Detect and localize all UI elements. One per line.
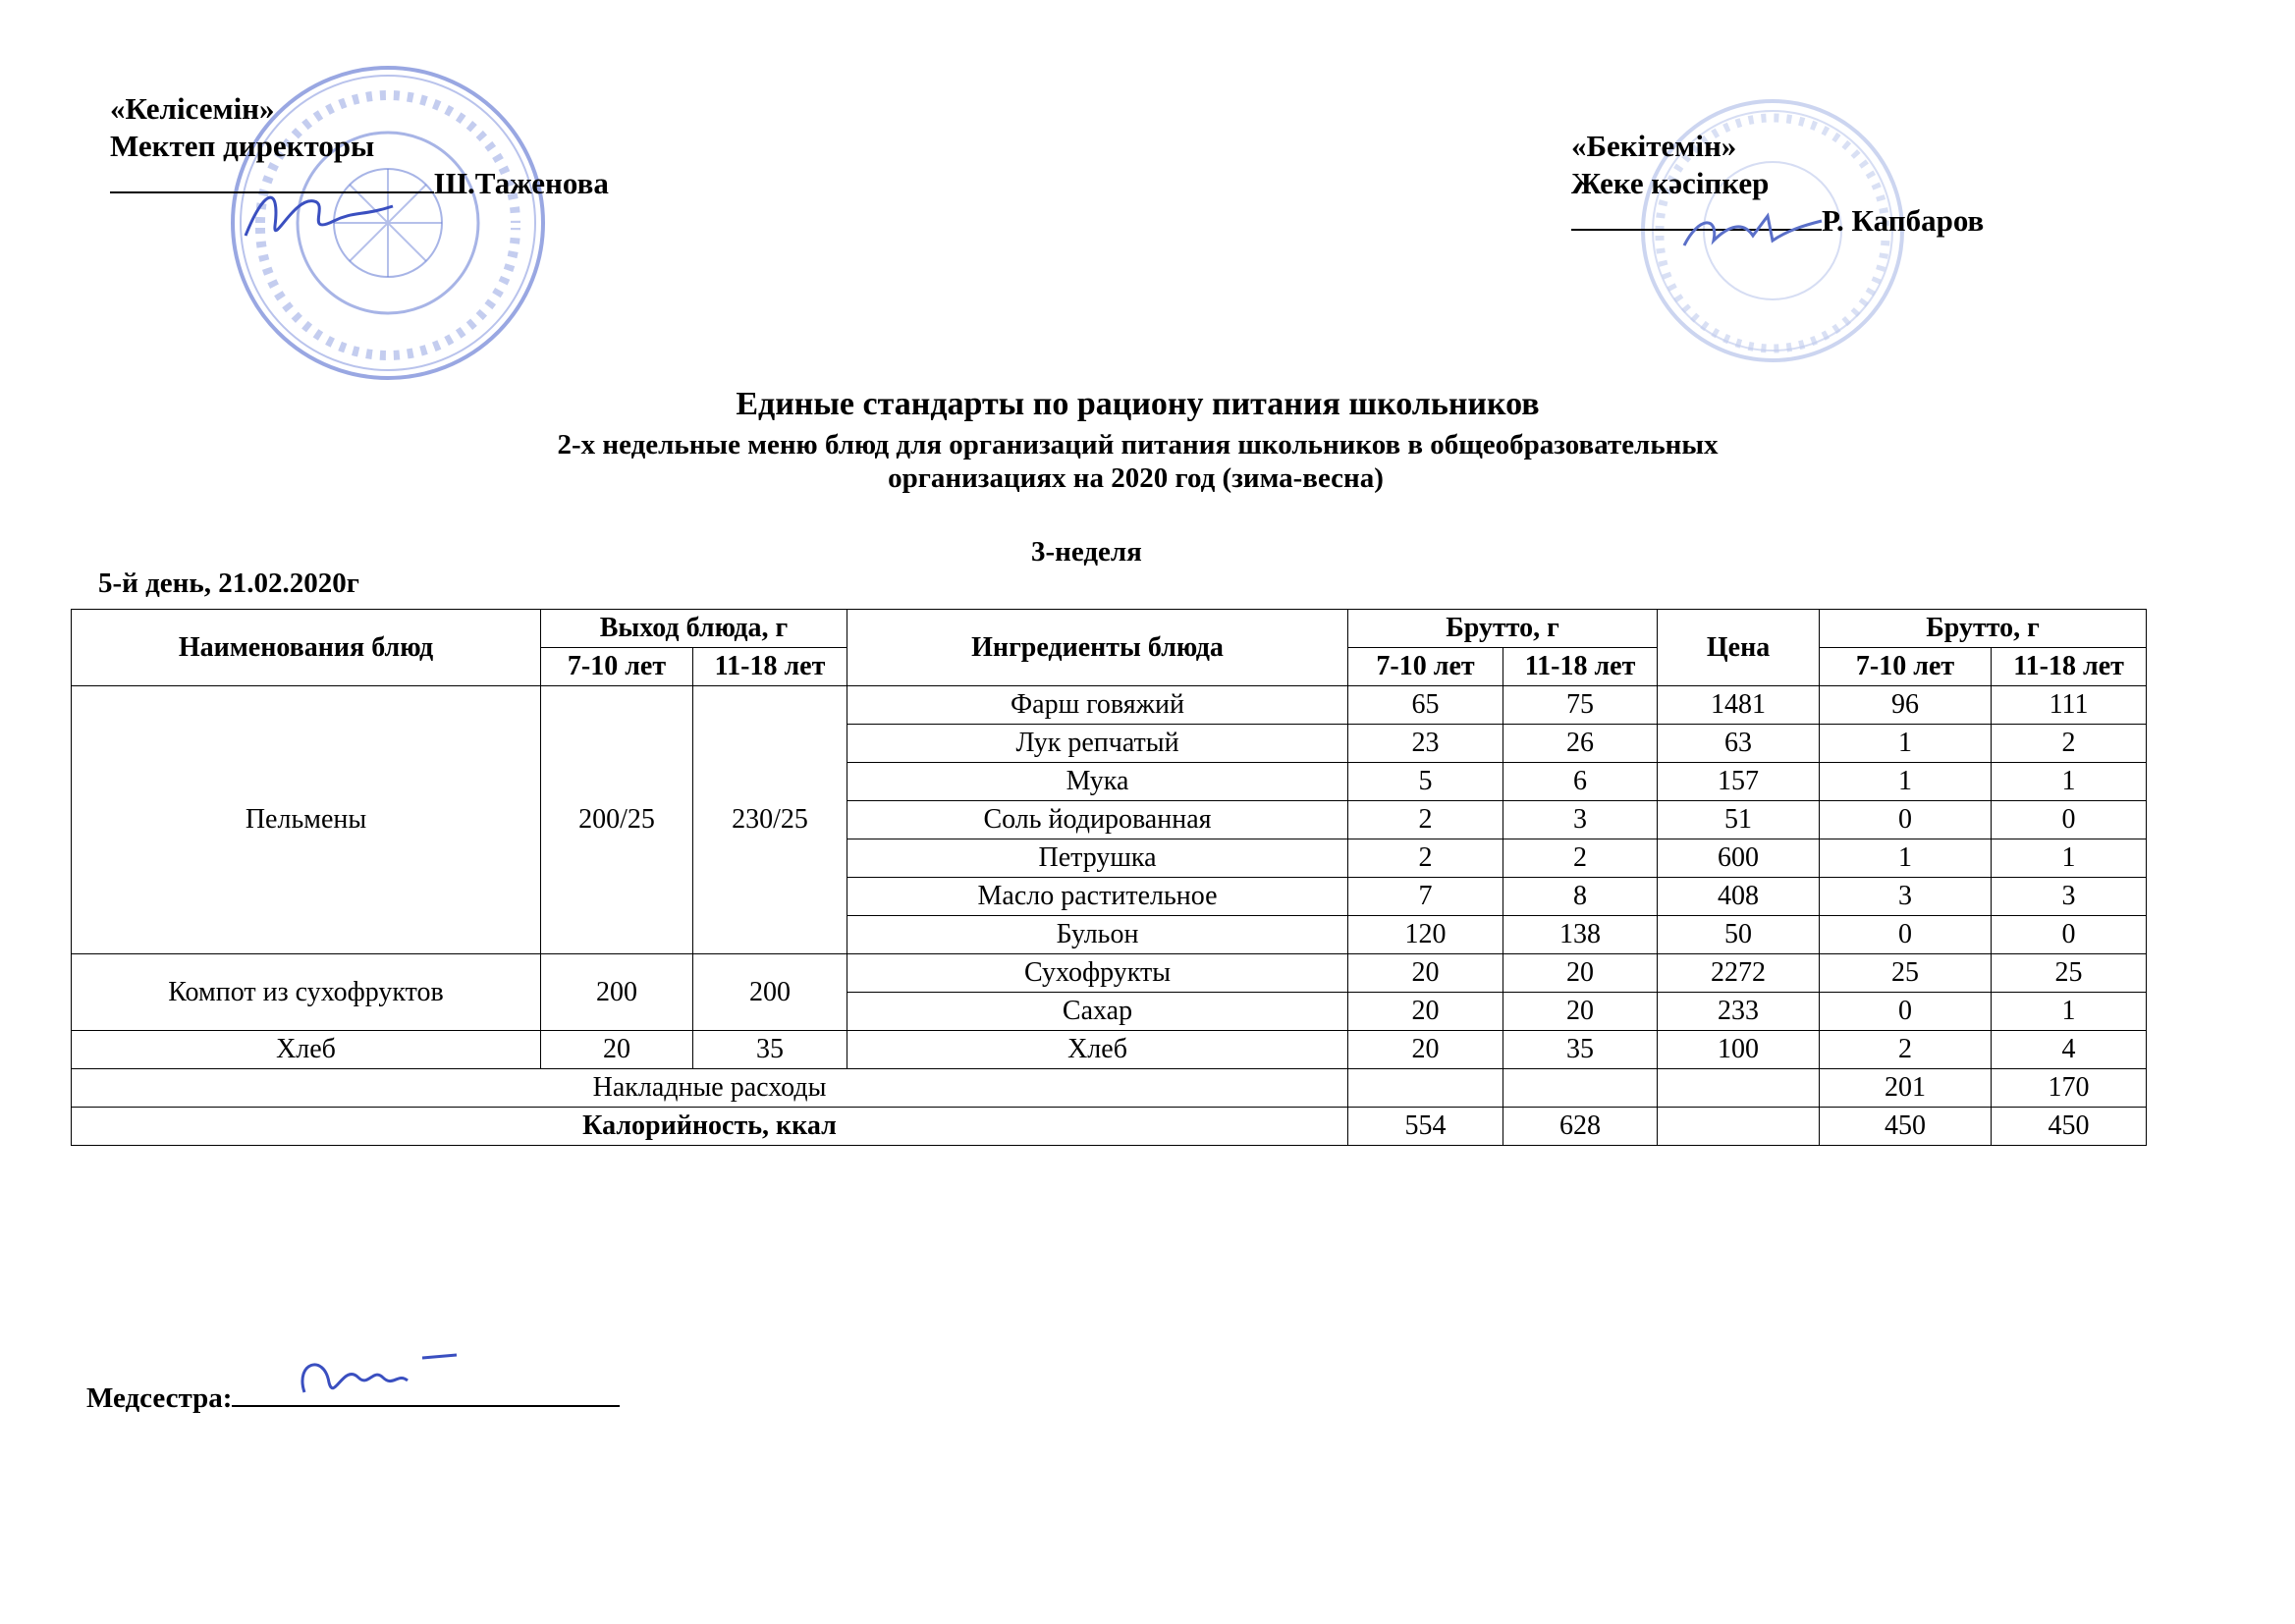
calories-row <box>72 1108 2147 1146</box>
header-price: Цена <box>1658 610 1820 686</box>
ingredient-name: Лук репчатый <box>847 725 1348 763</box>
price: 63 <box>1658 725 1820 763</box>
brutto-age2: 3 <box>1503 801 1658 839</box>
calories-cost-age2: 450 <box>1992 1108 2147 1146</box>
brutto-age1: 7 <box>1348 878 1503 916</box>
cost-age2: 3 <box>1992 878 2147 916</box>
director-signature <box>236 177 403 255</box>
price: 408 <box>1658 878 1820 916</box>
price: 600 <box>1658 839 1820 878</box>
ingredient-name: Хлеб <box>847 1031 1348 1069</box>
table-header-row <box>72 610 2147 648</box>
calories-age1: 554 <box>1348 1108 1503 1146</box>
ingredient-name: Петрушка <box>847 839 1348 878</box>
cost-age1: 25 <box>1820 954 1992 993</box>
cost-age2: 1 <box>1992 763 2147 801</box>
brutto-age2: 20 <box>1503 993 1658 1031</box>
approval-left-line1: «Келісемін» <box>110 91 275 126</box>
header-cost-age2: 11-18 лет <box>1992 648 2147 686</box>
cost-age1: 0 <box>1820 801 1992 839</box>
cost-age2: 25 <box>1992 954 2147 993</box>
price: 157 <box>1658 763 1820 801</box>
price: 2272 <box>1658 954 1820 993</box>
dish-output-age2: 230/25 <box>693 686 847 954</box>
brutto-age1: 20 <box>1348 993 1503 1031</box>
ingredient-name: Сухофрукты <box>847 954 1348 993</box>
table-row <box>72 954 2147 993</box>
header-output-age1: 7-10 лет <box>541 648 693 686</box>
brutto-age1: 2 <box>1348 839 1503 878</box>
document-subtitle-line1: 2-х недельные меню блюд для организаций питания школьников в общеобразовательных <box>557 429 1719 460</box>
brutto-age1: 65 <box>1348 686 1503 725</box>
document-title: Единые стандарты по рациону питания школьников <box>736 386 1540 422</box>
ingredient-name: Мука <box>847 763 1348 801</box>
entrepreneur-name: Р. Капбаров <box>1822 203 1985 238</box>
overhead-row <box>72 1069 2147 1108</box>
approval-right-line2: Жеке кәсіпкер <box>1571 166 1770 200</box>
brutto-age1: 23 <box>1348 725 1503 763</box>
cost-age1: 0 <box>1820 993 1992 1031</box>
cost-age2: 0 <box>1992 916 2147 954</box>
header-brutto-age1: 7-10 лет <box>1348 648 1503 686</box>
header-cost-age1: 7-10 лет <box>1820 648 1992 686</box>
cost-age2: 1 <box>1992 839 2147 878</box>
ingredient-name: Сахар <box>847 993 1348 1031</box>
cost-age2: 2 <box>1992 725 2147 763</box>
header-brutto-cost: Брутто, г <box>1820 610 2147 648</box>
approval-right-line1: «Бекітемін» <box>1571 129 1737 163</box>
ingredient-name: Масло растительное <box>847 878 1348 916</box>
cost-age1: 2 <box>1820 1031 1992 1069</box>
overhead-cost-age1: 201 <box>1820 1069 1992 1108</box>
director-name: Ш.Таженова <box>434 166 609 200</box>
dish-output-age2: 200 <box>693 954 847 1031</box>
cost-age1: 96 <box>1820 686 1992 725</box>
brutto-age1: 120 <box>1348 916 1503 954</box>
brutto-age2: 6 <box>1503 763 1658 801</box>
cost-age1: 1 <box>1820 725 1992 763</box>
brutto-age1: 20 <box>1348 1031 1503 1069</box>
dish-name: Хлеб <box>72 1031 541 1069</box>
ingredient-name: Бульон <box>847 916 1348 954</box>
header-output-age2: 11-18 лет <box>693 648 847 686</box>
table-row <box>72 1031 2147 1069</box>
overhead-cost-age2: 170 <box>1992 1069 2147 1108</box>
price: 233 <box>1658 993 1820 1031</box>
price: 50 <box>1658 916 1820 954</box>
brutto-age1: 20 <box>1348 954 1503 993</box>
price: 100 <box>1658 1031 1820 1069</box>
cost-age1: 1 <box>1820 839 1992 878</box>
dish-output-age2: 35 <box>693 1031 847 1069</box>
cost-age1: 0 <box>1820 916 1992 954</box>
calories-label: Калорийность, ккал <box>72 1108 1348 1146</box>
brutto-age2: 26 <box>1503 725 1658 763</box>
cost-age2: 1 <box>1992 993 2147 1031</box>
cost-age1: 3 <box>1820 878 1992 916</box>
header-ingredients: Ингредиенты блюда <box>847 610 1348 686</box>
nurse-signature <box>285 1343 462 1412</box>
brutto-age2: 35 <box>1503 1031 1658 1069</box>
brutto-age2: 2 <box>1503 839 1658 878</box>
document-subtitle-line2: организациях на 2020 год (зима-весна) <box>888 462 1384 494</box>
brutto-age2: 8 <box>1503 878 1658 916</box>
cost-age2: 0 <box>1992 801 2147 839</box>
cost-age2: 111 <box>1992 686 2147 725</box>
week-label: 3-неделя <box>1031 536 1142 568</box>
dish-output-age1: 200/25 <box>541 686 693 954</box>
dish-name: Пельмены <box>72 686 541 954</box>
dish-output-age1: 200 <box>541 954 693 1031</box>
menu-table <box>71 609 2147 1146</box>
brutto-age1: 2 <box>1348 801 1503 839</box>
header-output: Выход блюда, г <box>541 610 847 648</box>
brutto-age1: 5 <box>1348 763 1503 801</box>
cost-age1: 1 <box>1820 763 1992 801</box>
header-brutto: Брутто, г <box>1348 610 1658 648</box>
header-brutto-age2: 11-18 лет <box>1503 648 1658 686</box>
overhead-empty <box>1658 1069 1820 1108</box>
dish-name: Компот из сухофруктов <box>72 954 541 1031</box>
approval-left-line2: Мектеп директоры <box>110 129 375 163</box>
day-label: 5-й день, 21.02.2020г <box>98 568 359 599</box>
nurse-label: Медсестра: <box>86 1382 233 1414</box>
price: 1481 <box>1658 686 1820 725</box>
entrepreneur-signature <box>1674 201 1831 260</box>
dish-output-age1: 20 <box>541 1031 693 1069</box>
calories-empty <box>1658 1108 1820 1146</box>
price: 51 <box>1658 801 1820 839</box>
brutto-age2: 138 <box>1503 916 1658 954</box>
ingredient-name: Соль йодированная <box>847 801 1348 839</box>
header-dish: Наименования блюд <box>72 610 541 686</box>
cost-age2: 4 <box>1992 1031 2147 1069</box>
overhead-label: Накладные расходы <box>72 1069 1348 1108</box>
brutto-age2: 20 <box>1503 954 1658 993</box>
table-row <box>72 686 2147 725</box>
overhead-empty <box>1348 1069 1503 1108</box>
ingredient-name: Фарш говяжий <box>847 686 1348 725</box>
overhead-empty <box>1503 1069 1658 1108</box>
calories-cost-age1: 450 <box>1820 1108 1992 1146</box>
brutto-age2: 75 <box>1503 686 1658 725</box>
calories-age2: 628 <box>1503 1108 1658 1146</box>
